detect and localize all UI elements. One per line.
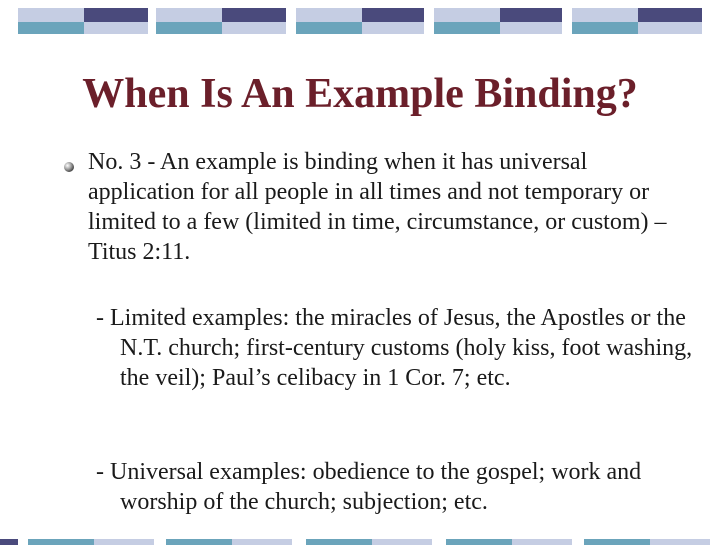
top-bar-graphic: [0, 4, 720, 38]
bottom-decorative-bar: [0, 532, 720, 540]
bar-group-5: [572, 8, 702, 34]
bar-group-1: [18, 8, 148, 34]
bullet-icon: [62, 160, 76, 174]
bar-group-2: [156, 8, 286, 34]
main-bullet-text: No. 3 - An example is binding when it has universal application for all people in all times and not temporary or limited to a few (limited in time, circumstance, or custom) – Titus 2:11.: [88, 149, 667, 265]
universal-examples-text: - Universal examples: obedience to the gospel; work and worship of the church; subjection; etc.: [96, 459, 642, 515]
slide-title: When Is An Example Binding?: [82, 71, 638, 117]
limited-examples-text: - Limited examples: the miracles of Jesus, the Apostles or the N.T. church; first-century customs (holy kiss, foot washing, the veil); Paul’s celibacy in 1 Cor. 7; etc.: [96, 305, 693, 391]
top-decorative-bar: [0, 4, 720, 38]
bar-group-4: [434, 8, 562, 34]
bullet-sphere-icon: [62, 160, 76, 174]
bottom-bar-graphic: [0, 537, 720, 545]
bar-group-3: [296, 8, 424, 34]
